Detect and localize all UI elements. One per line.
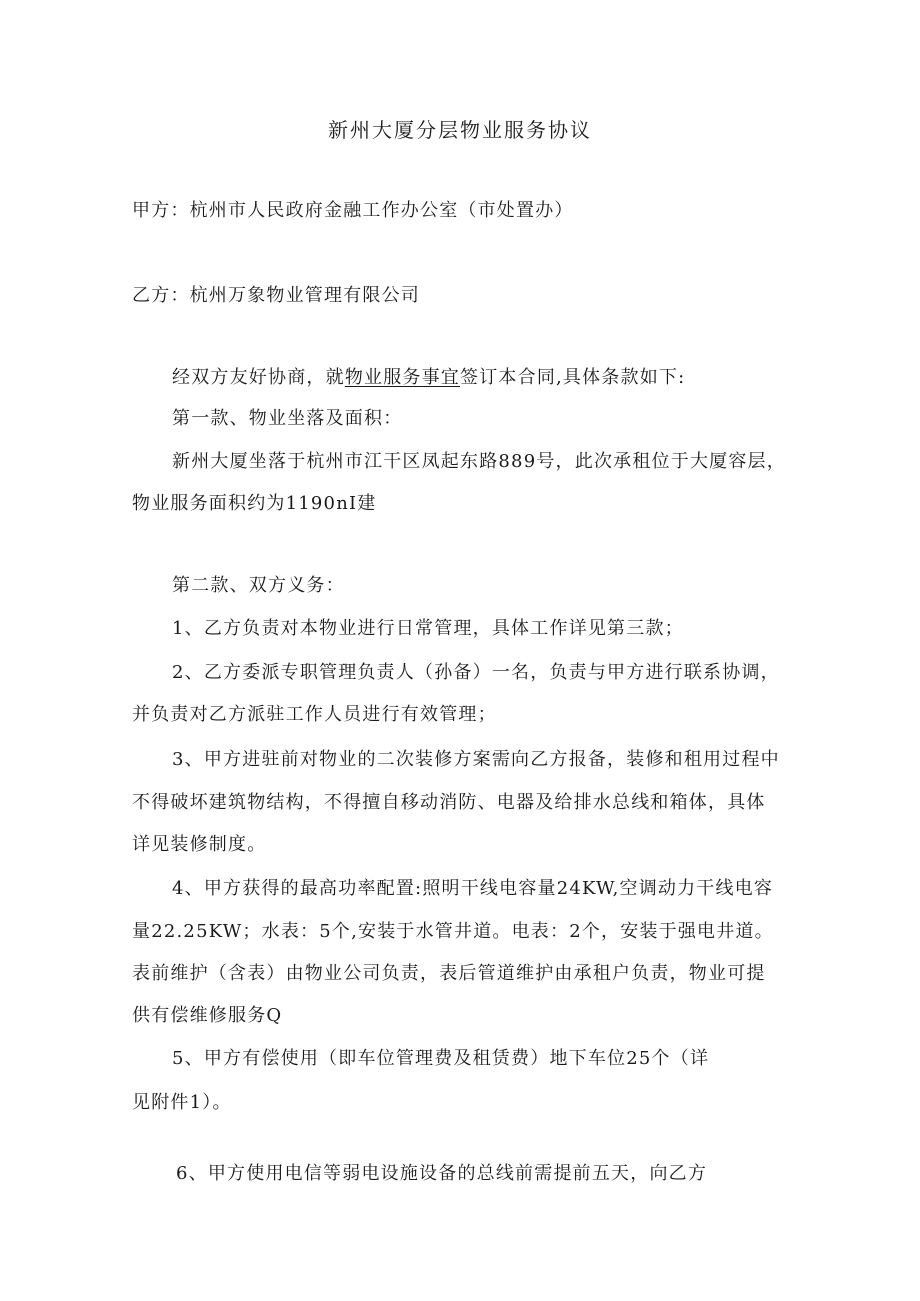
intro-underlined-text: 物业服务事宜 xyxy=(344,367,461,388)
clause2-item1-line: 1、乙方负责对本物业进行日常管理，具体工作详见第三款； xyxy=(172,618,684,639)
clause2-item6-line: 6、甲方使用电信等弱电设施设备的总线前需提前五天，向乙方 xyxy=(176,1163,708,1184)
party-a-line: 甲方：杭州市人民政府金融工作办公室（市处置办） xyxy=(132,200,574,221)
clause2-item3-line: 3、甲方进驻前对物业的二次装修方案需向乙方报备，装修和租用过程中 xyxy=(172,749,780,770)
clause2-item2-line: 2、乙方委派专职管理负责人（孙备）一名，负责与甲方进行联系协调， xyxy=(172,662,780,683)
clause2-item4-line: 量22.25KW；水表：5个,安装于水管井道。电表：2个，安装于强电井道。 xyxy=(132,921,774,942)
intro-paragraph xyxy=(172,366,685,390)
clause2-item4-line: 表前维护（含表）由物业公司负责，表后管道维护由承租户负责，物业可提 xyxy=(132,963,766,984)
clause1-heading: 第一款、物业坐落及面积： xyxy=(172,408,403,429)
clause1-line: 物业服务面积约为1190nI建 xyxy=(132,493,377,514)
intro-text-after: 签订本合同,具体条款如下: xyxy=(460,367,686,388)
clause2-item5-line: 见附件1）。 xyxy=(132,1092,232,1113)
clause2-item3-line: 详见装修制度。 xyxy=(132,834,267,855)
intro-text-before: 经双方友好协商，就 xyxy=(172,367,345,388)
document-title: 新州大厦分层物业服务协议 xyxy=(328,118,592,142)
party-b-line: 乙方：杭州万象物业管理有限公司 xyxy=(132,285,420,306)
clause2-item4-line: 4、甲方获得的最高功率配置:照明干线电容量24KW,空调动力干线电容 xyxy=(172,878,774,899)
clause2-item4-line: 供有偿维修服务Q xyxy=(132,1005,283,1026)
clause2-item5-line: 5、甲方有偿使用（即车位管理费及租赁费）地下车位25个（详 xyxy=(172,1048,710,1069)
clause2-item2-line: 并负责对乙方派驻工作人员进行有效管理； xyxy=(132,704,497,725)
clause2-heading: 第二款、双方义务： xyxy=(172,575,345,596)
clause2-item3-line: 不得破坏建筑物结构，不得擅自移动消防、电器及给排水总线和箱体，具体 xyxy=(132,792,766,813)
clause1-line: 新州大厦坐落于杭州市江干区凤起东路889号，此次承租位于大厦容层， xyxy=(172,451,786,472)
